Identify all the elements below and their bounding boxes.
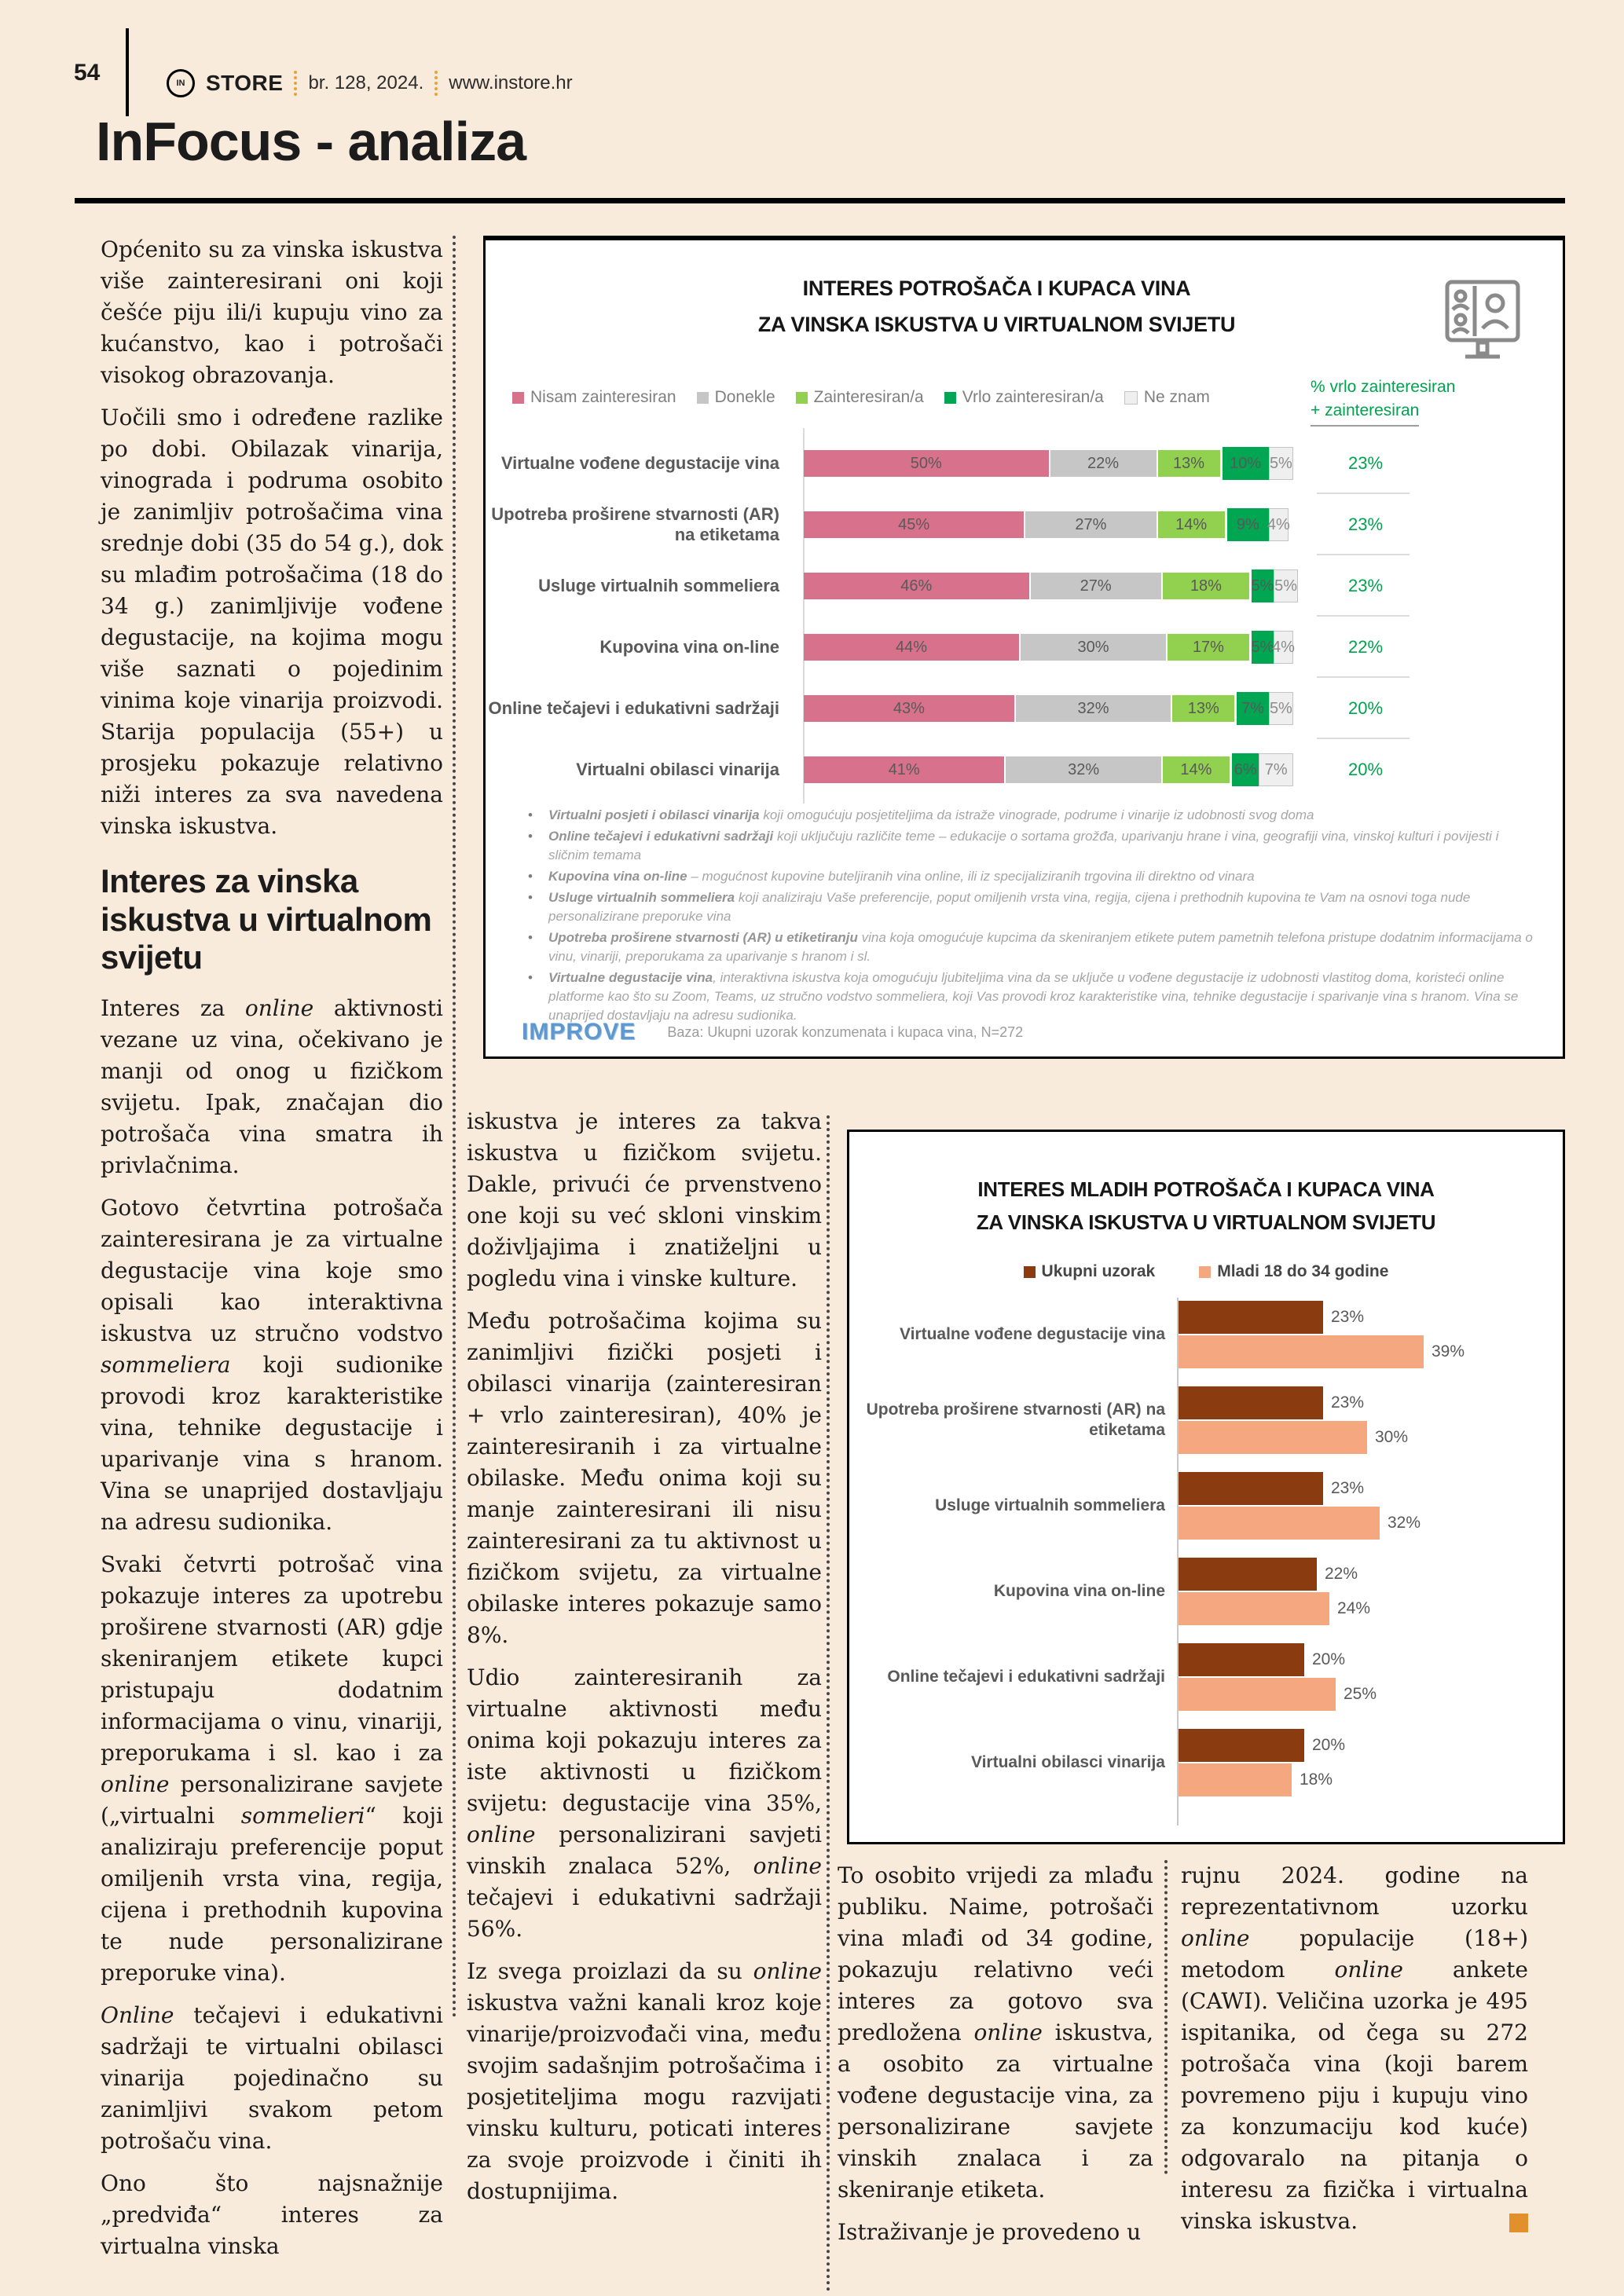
chart1-segment [1230,753,1259,786]
article-paragraph: rujnu 2024. godine na reprezentativnom uzorku online populacije (18+) metodom online ankete (CAWI). Veličina uzorka je 495 ispitanika, od čega su 272 potrošača vina (koji barem povremeno piju i kupuju vino za konzumaciju kod kuće) odgovaralo na pitanja o interesu za fizička i virtualna vinska iskustva. [1181,1862,1528,2234]
chart2-bar-mladi [1179,1592,1370,1625]
article-paragraph: Iz svega proizlazi da su online iskustva važni kanali kroz koje vinarije/proizvođači vina, među svojim sadašnjim potrošačima i posjetiteljima mogu razvijati vinsku kulturu, poticati interes za svoje proizvode i činiti ih dostupnijima. [467,1958,822,2204]
chart1-segment-value: 13% [1173,454,1205,472]
chart2-bar-fill [1179,1507,1380,1540]
instore-logo-icon: IN [167,69,195,97]
chart1-segment [1019,634,1166,661]
chart1-rows [486,433,1563,800]
chart2-bar-value: 30% [1375,1428,1409,1446]
chart2-group [849,1558,1563,1625]
chart1-stacked-bar [804,634,1293,661]
chart2-bar-mladi [1179,1507,1421,1540]
chart1-segment-value: 32% [1068,760,1100,778]
chart1-segment [1259,753,1293,786]
chart2-bar-value: 23% [1331,1308,1365,1326]
page-number: 54 [74,60,101,86]
legend-label: Vrlo zainteresiran/a [962,388,1104,406]
website-link[interactable]: www.instore.hr [449,72,573,93]
chart1-segment [1171,695,1234,722]
chart2-bar-mladi [1179,1763,1333,1796]
chart1-segment [1249,569,1274,602]
article-paragraph: Uočili smo i određene razlike po dobi. Obilazak vinarija, vinograda i podruma osobito je zanimljiv potrošačima vina srednje dobi (35 do 54 g.), dok su mlađim potrošačima (18 do 34 g.) zanimljivije vođene degustacije, na kojima mogu više saznati o pojedinim vinima koje vinarija proizvodi. Starija populacija (55+) u prosjeku pokazuje relativno niži interes za sva navedena vinska iskustva. [101,405,443,839]
chart1-row [486,678,1563,739]
chart1-segment-value: 9% [1236,515,1259,533]
chart1-base-caption: Baza: Ukupni uzorak konzumenata i kupaca vina, N=272 [667,1023,1024,1040]
chart2-group [849,1301,1563,1368]
chart2-category-label: Kupovina vina on-line [993,1582,1165,1600]
chart1-segment-value: 7% [1241,699,1264,717]
brand-name: STORE [206,71,284,95]
chart2-bar-value: 18% [1300,1771,1333,1789]
chart1-segment [1166,634,1249,661]
legend-swatch [1124,391,1138,405]
chart1-segment-value: 10% [1230,454,1262,472]
header-dotted-separator [294,71,297,96]
chart2-bar-value: 32% [1388,1514,1421,1532]
article-paragraph: To osobito vrijedi za mlađu publiku. Naime, potrošači vina mlađi od 34 godine, pokazuju relativno veći interes za gotovo sva predložena online iskustva, a osobito za virtualne vođene degustacije vina, za personalizirane savjete vinskih znalaca i za skeniranje etiketa. [838,1862,1153,2203]
chart2-legend [849,1262,1563,1281]
chart1-segment-value: 6% [1234,760,1257,778]
chart1-segment [1157,511,1225,538]
chart1-footnote: • Kupovina vina on-line – mogućnost kupovine buteljiranih vina online, ili iz specijaliziranih trgovina ili direktno od vinara [522,867,1533,886]
chart2-title-line1: INTERES MLADIH POTROŠAČA I KUPACA VINA [977,1177,1435,1201]
article-paragraph: Udio zainteresiranih za virtualne aktivnosti među onima koji pokazuju interes za iste aktivnosti u fizičkom svijetu: degustacije vina 35%, online personalizirani savjeti vinskih znalaca 52%, online tečajevi i edukativni sadržaji 56%. [467,1664,822,1942]
chart1-segment [1269,447,1293,480]
chart1-segment [804,695,1014,722]
chart2-group [849,1729,1563,1796]
chart1-panel [483,236,1565,1059]
chart1-legend [512,388,1210,407]
chart2-bar-fill [1179,1558,1317,1591]
chart1-total-value: 20% [1347,698,1384,718]
legend-swatch [944,392,956,404]
chart1-segment-value: 14% [1175,515,1208,533]
chart1-segment-value: 46% [900,577,933,595]
column-divider [1164,1860,1168,2174]
chart1-segment-value: 5% [1251,577,1274,595]
chart1-segment [1049,450,1157,477]
chart2-bar-value: 23% [1331,1479,1365,1497]
chart1-segment-value: 50% [910,454,942,472]
chart1-segment [1024,511,1156,538]
chart1-segment-value: 27% [1075,515,1107,533]
chart2-bar-ukupni [1179,1729,1345,1762]
chart1-note [1311,375,1523,427]
chart2-group [849,1643,1563,1711]
column-divider [827,1115,830,2292]
issue-label: br. 128, 2024. [308,72,424,93]
chart1-note-line2: + zainteresiran [1311,399,1419,427]
chart1-stacked-bar [804,511,1289,538]
chart1-stacked-bar [804,450,1293,477]
chart1-category-label: Usluge virtualnih sommeliera [538,576,779,595]
chart1-segment-value: 14% [1180,760,1212,778]
chart1-total-value: 23% [1347,576,1384,595]
chart1-footnote: • Online tečajevi i edukativni sadržaji koji uključuju različite teme – edukacije o sortama grožđa, uparivanju hrane i vina, geografiji vina, vinskoj kulturi i povijesti i sličnim temama [522,827,1533,865]
chart1-segment-value: 43% [893,699,925,717]
title-rule [75,198,1565,203]
chart2-bar-ukupni [1179,1558,1358,1591]
article-paragraph: Gotovo četvrtina potrošača zainteresirana je za virtualne degustacije vina koje smo opisali kao interaktivna iskustva uz stručno vodstvo sommeliera koji sudionike provodi kroz karakteristike vina, tehnike degustacije i uparivanje vina s hranom. Vina se unaprijed dostavljaju na adresu sudionika. [101,1195,443,1536]
chart1-segment [1004,756,1160,783]
article-paragraph: Online tečajevi i edukativni sadržaji te virtualni obilasci vinarija pojedinačno su zanimljivi svakom petom potrošaču vina. [101,2002,443,2155]
chart1-segment [804,634,1019,661]
chart1-total-value: 23% [1347,514,1384,534]
legend-label: Zainteresiran/a [813,388,924,406]
chart1-segment-value: 41% [888,760,920,778]
chart1-segment-value: 45% [898,515,930,533]
chart1-row [486,433,1563,494]
chart1-title [486,270,1563,342]
legend-label: Mladi 18 do 34 godine [1217,1262,1389,1280]
chart1-segment [1274,569,1298,602]
chart2-bar-ukupni [1179,1386,1364,1419]
chart1-segment [1157,450,1220,477]
header-brand-row [167,69,573,97]
article-paragraph: Interes za online aktivnosti vezane uz vina, očekivano je manji od onog u fizičkom svijetu. Ipak, značajan dio potrošača vina smatra ih privlačnima. [101,995,443,1179]
article-paragraph: Općenito su za vinska iskustva više zainteresirani oni koji češće piju ili/i kupuju vino za kućanstvo, kao i potrošači visokog obrazovanja. [101,236,443,388]
chart2-bar-fill [1179,1386,1323,1419]
chart2-bar-mladi [1179,1421,1408,1454]
chart1-category-label: Virtualne vođene degustacije vina [500,453,779,473]
legend-item [1024,1262,1156,1281]
chart1-segment [1269,508,1289,541]
chart1-footnote: • Usluge virtualnih sommeliera koji analiziraju Vaše preferencije, poput omiljenih vrsta vina, regija, cijena i prethodnih kupovina te Vam na osnovi toga nude personalizirane preporuke vina [522,888,1533,926]
chart1-segment-value: 7% [1264,760,1288,778]
chart1-segment [1161,573,1249,599]
chart2-bar-mladi [1179,1335,1465,1368]
chart2-bar-value: 20% [1312,1736,1346,1754]
legend-swatch [1199,1266,1211,1278]
chart1-row [486,739,1563,800]
chart2-title [865,1173,1547,1239]
chart2-bar-value: 20% [1312,1650,1346,1668]
header-divider-rule [126,28,129,116]
article-column-1 [101,234,443,2273]
chart1-total-value: 23% [1347,453,1384,473]
chart1-footnote: • Virtualne degustacije vina, interaktivna iskustva koja omogućuju ljubiteljima vina da se uključe u vođene degustacije iz udobnosti vlastitog doma, koristeći online platforme kao što su Zoom, Teams, uz stručno vodstvo sommeliera, koji Vas provodi kroz karakteristike vina, tehnike degustacije i sparivanje vina s hranom. Vina se unaprijed dostavljaju na adresu sudionika. [522,969,1533,1025]
chart1-segment-value: 4% [1267,515,1290,533]
chart1-total-value: 22% [1347,637,1384,657]
chart1-stacked-bar [804,573,1298,599]
chart2-category-label: Usluge virtualnih sommeliera [935,1496,1165,1514]
chart2-bar-fill [1179,1678,1336,1711]
article-paragraph: Ono što najsnažnije „predviđa“ interes za virtualna vinska [101,2170,443,2260]
chart2-bar-fill [1179,1592,1329,1625]
chart2-bar-value: 25% [1344,1685,1377,1703]
chart1-segment [1274,631,1293,664]
chart1-segment-value: 17% [1192,638,1224,656]
chart2-bar-value: 22% [1325,1565,1358,1583]
legend-item [512,388,676,407]
chart2-category-label: Virtualni obilasci vinarija [970,1753,1165,1771]
chart1-title-line1: INTERES POTROŠAČA I KUPACA VINA [802,276,1191,300]
chart2-rows [849,1301,1563,1819]
chart2-bar-fill [1179,1301,1323,1334]
section-subheading: Interes za vinska iskustva u virtualnom svijetu [101,862,432,976]
chart1-footer [522,1019,1023,1045]
chart2-bar-mladi [1179,1678,1377,1711]
column-divider [453,236,456,2019]
chart2-category-label: Online tečajevi i edukativni sadržaji [887,1668,1165,1686]
chart1-category-label: Upotreba proširene stvarnosti (AR) na etiketama [491,504,779,544]
legend-label: Ne znam [1143,388,1210,406]
chart2-bar-ukupni [1179,1472,1364,1505]
legend-label: Ukupni uzorak [1041,1262,1156,1280]
chart1-segment-value: 5% [1269,454,1292,472]
legend-item [944,388,1104,407]
article-paragraph: iskustva je interes za takva iskustva u fizičkom svijetu. Dakle, privući će prvenstveno one koji su već skloni vinskim doživljajima i znatiželjni u pogledu vina i vinske kulture. [467,1108,822,1291]
article-paragraph: Među potrošačima kojima su zanimljivi fizički posjeti i obilasci vinarija (zainteresiran + vrlo zainteresiran), 40% je zainteresiranih i za virtualne obilaske. Među onima koji su manje zainteresirani ili nisu zainteresirani za tu aktivnost u fizičkom svijetu, za virtualne obilaske interes pokazuje samo 8%. [467,1308,822,1648]
chart1-category-label: Kupovina vina on-line [599,637,779,657]
legend-label: Nisam zainteresiran [530,388,676,406]
chart1-title-line2: ZA VINSKA ISKUSTVA U VIRTUALNOM SVIJETU [757,313,1236,336]
chart2-title-line2: ZA VINSKA ISKUSTVA U VIRTUALNOM SVIJETU [976,1210,1436,1234]
chart1-segment [804,450,1049,477]
chart1-segment-value: 32% [1077,699,1109,717]
chart2-bar-ukupni [1179,1301,1364,1334]
legend-item [1199,1262,1388,1281]
chart1-segment-value: 4% [1272,638,1295,656]
chart1-segment [804,511,1024,538]
chart1-row [486,494,1563,555]
header-dotted-separator [434,71,438,96]
legend-item [1124,388,1210,407]
chart1-segment [1014,695,1171,722]
chart2-category-label: Virtualne vođene degustacije vina [899,1325,1165,1343]
chart2-panel [847,1130,1565,1844]
chart1-segment [1161,756,1230,783]
chart1-segment [1269,692,1293,725]
chart1-segment-value: 13% [1187,699,1219,717]
chart1-segment-value: 22% [1087,454,1120,472]
chart2-bar-ukupni [1179,1643,1345,1676]
article-column-4 [1181,1860,1528,2248]
chart2-bar-fill [1179,1421,1367,1454]
chart2-bar-fill [1179,1643,1304,1676]
legend-item [697,388,775,407]
video-call-monitor-icon [1443,278,1522,368]
chart1-segment [804,756,1004,783]
chart1-row [486,617,1563,678]
chart1-footnotes [522,806,1533,1027]
chart1-segment [1234,692,1269,725]
chart1-category-label: Virtualni obilasci vinarija [576,760,779,779]
chart2-bar-fill [1179,1472,1323,1505]
chart2-bar-fill [1179,1763,1292,1796]
chart2-group [849,1472,1563,1540]
chart1-segment-value: 44% [896,638,928,656]
chart2-bar-value: 24% [1337,1599,1371,1617]
chart1-stacked-bar [804,756,1293,783]
chart1-segment [1220,447,1269,480]
chart2-category-label: Upotreba proširene stvarnosti (AR) na etiketama [866,1401,1165,1439]
chart1-segment-value: 5% [1269,699,1292,717]
chart2-bar-value: 23% [1331,1393,1365,1412]
legend-swatch [796,392,808,404]
chart1-segment [1029,573,1161,599]
chart1-segment [1249,631,1274,664]
legend-swatch [512,392,524,404]
article-column-2 [467,1106,822,2218]
improve-logo: IMPROVE [522,1019,636,1045]
chart1-segment-value: 5% [1274,577,1298,595]
chart1-footnote: • Upotreba proširene stvarnosti (AR) u etiketiranju vina koja omogućuje kupcima da skeniranjem etikete putem pametnih telefona pristupe dodatnim informacijama o vinu, vinariji, preporukama za uparivanje s hranom i sl. [522,928,1533,966]
chart1-footnote: • Virtualni posjeti i obilasci vinarija koji omogućuju posjetiteljima da istraže vinograde, podrume i vinarije iz udobnosti svog doma [522,806,1533,825]
legend-swatch [1024,1266,1036,1278]
chart1-row [486,555,1563,617]
chart1-segment [1225,508,1269,541]
chart2-bar-fill [1179,1335,1424,1368]
chart1-stacked-bar [804,695,1293,722]
legend-swatch [697,392,709,404]
article-end-marker [1509,2214,1528,2232]
chart1-note-line1: % vrlo zainteresiran [1311,378,1456,396]
chart1-total-value: 20% [1347,760,1384,779]
legend-item [796,388,924,407]
chart1-segment-value: 30% [1077,638,1109,656]
article-column-3 [838,1860,1153,2259]
chart2-bar-value: 39% [1432,1342,1465,1360]
chart1-segment [804,573,1029,599]
chart1-segment-value: 27% [1080,577,1112,595]
chart1-category-label: Online tečajevi i edukativni sadržaji [488,698,779,718]
chart2-bar-fill [1179,1729,1304,1762]
article-paragraph: Svaki četvrti potrošač vina pokazuje interes za upotrebu proširene stvarnosti (AR) gdje skeniranjem etikete kupci pristupaju dodatnim informacijama o vinu, vinariji, preporukama i sl. kao i za online personalizirane savjete („virtualni sommelieri“ koji analiziraju preferencije poput omiljenih vrsta vina, regija, cijena i prethodnih kupovina te nude personalizirane preporuke vina). [101,1551,443,1987]
chart1-segment-value: 5% [1251,638,1274,656]
legend-label: Donekle [714,388,775,406]
page-title: InFocus - analiza [96,111,526,172]
chart2-group [849,1386,1563,1454]
chart1-segment-value: 18% [1190,577,1222,595]
article-paragraph: Istraživanje je provedeno u [838,2219,1142,2245]
